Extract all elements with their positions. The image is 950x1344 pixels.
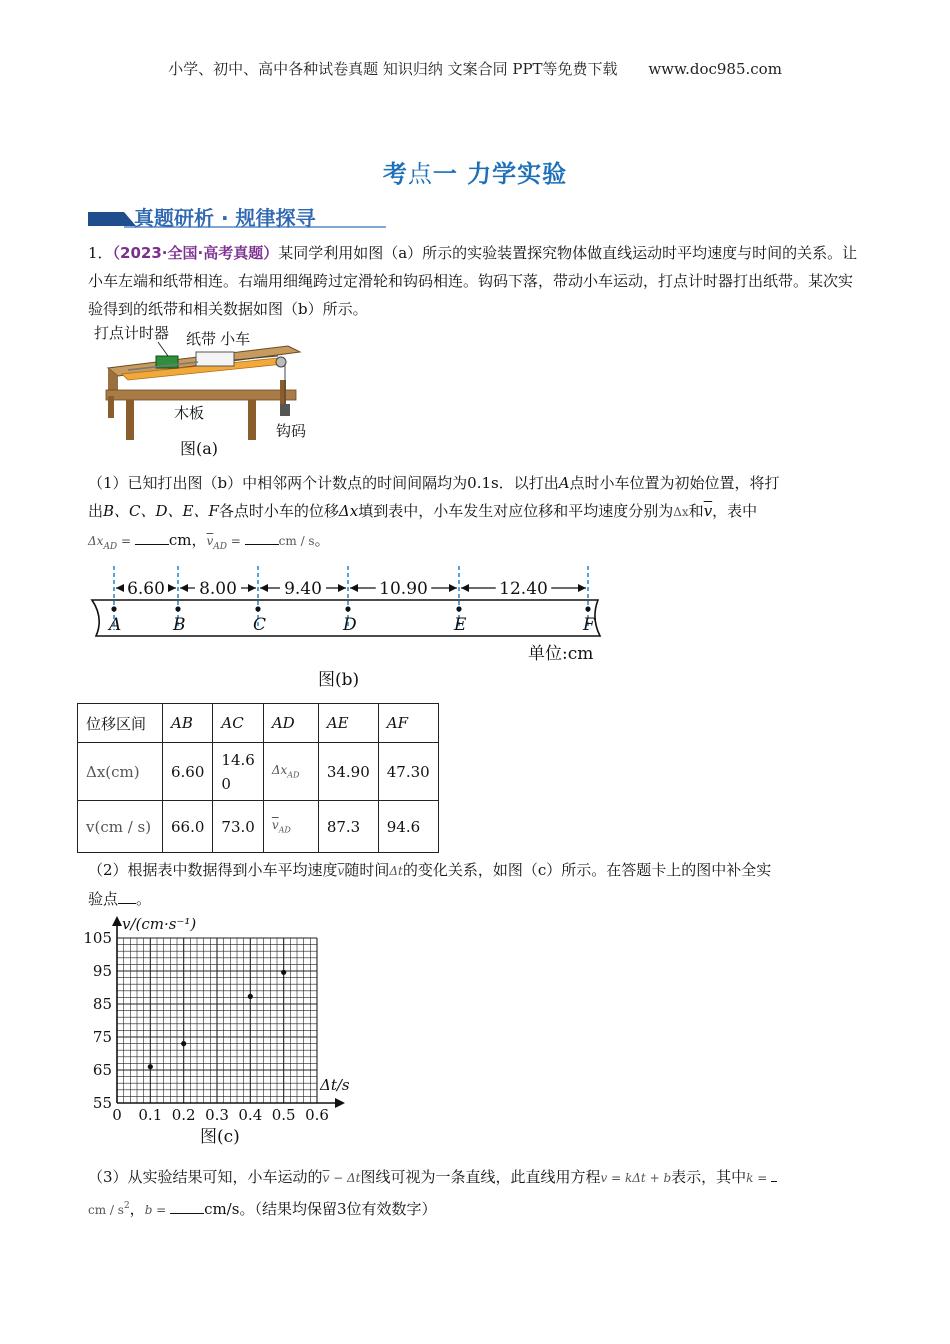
table-header-cell: AE	[318, 704, 378, 743]
tape-unit: 单位:cm	[528, 644, 594, 664]
segment-label: 10.90	[379, 579, 428, 599]
part1-eq2: =	[226, 534, 245, 548]
part2-line1	[88, 856, 858, 885]
part1-line1	[88, 469, 858, 497]
data-point	[181, 1041, 186, 1046]
answer-blank-points[interactable]	[118, 889, 136, 904]
part3-vbar: $\overline{v}$	[322, 1171, 330, 1185]
table-cell: 87.3	[318, 801, 378, 853]
x-axis-arrow	[335, 1098, 345, 1108]
tape-dot	[255, 606, 260, 611]
tape-dot	[456, 606, 461, 611]
arrow-head	[578, 584, 586, 592]
part1-points: B、C、D、E、F	[103, 502, 219, 520]
table-cell-symbol	[263, 743, 318, 801]
x-tick-label: 0.3	[205, 1106, 229, 1124]
part1-and: 和	[688, 502, 704, 520]
data-point	[148, 1064, 153, 1069]
x-tick-label: 0.6	[305, 1106, 329, 1124]
part1-text	[88, 469, 858, 561]
table-row	[78, 743, 439, 801]
label-tape-car: 纸带 小车	[186, 331, 251, 348]
tape-dot	[345, 606, 350, 611]
weight	[280, 404, 290, 416]
part3-unit: cm / s	[88, 1203, 124, 1217]
table-row	[78, 801, 439, 853]
y-tick-label: 95	[92, 962, 112, 980]
label-weight: 钩码	[276, 423, 307, 440]
part2-l2a: 验点	[88, 890, 119, 908]
tape-dot	[175, 606, 180, 611]
part3-k: k =	[746, 1171, 772, 1185]
question-number: 1．	[88, 244, 113, 262]
part3-line1	[88, 1163, 858, 1192]
answer-blank-k[interactable]	[771, 1167, 777, 1182]
tape-point-label: D	[343, 615, 357, 635]
part1-v-ad: $\overline{v}$	[206, 534, 214, 548]
part3-text	[88, 1163, 858, 1224]
part3-b: b =	[144, 1203, 171, 1217]
figure-b-tape	[86, 560, 616, 694]
x-tick-label: 0.4	[238, 1106, 263, 1124]
data-point	[248, 994, 253, 999]
header-text: 小学、初中、高中各种试卷真题 知识归纳 文案合同 PPT等免费下载	[168, 60, 618, 78]
tape-point-label: F	[583, 615, 595, 635]
part1-line3	[88, 526, 858, 561]
leader-line	[158, 342, 168, 356]
part1-unit-cms: cm / s	[278, 534, 315, 548]
part3-line2: cm / $s^2$，b = cm/s。（结果均保留3位有效数字）	[88, 1200, 437, 1218]
tape-point-label: C	[253, 615, 267, 635]
y-tick-label: 85	[92, 995, 112, 1013]
part2-l1a: （2）根据表中数据得到小车平均速度	[88, 861, 338, 879]
part3-l2c: cm/s。（结果均保留3位有效数字）	[204, 1200, 437, 1218]
table-header-row	[78, 704, 439, 743]
part1-dx-ad: Δx	[88, 534, 104, 548]
fig-a-caption: 图(a)	[180, 439, 219, 458]
car	[196, 352, 234, 366]
figure-c-graph	[82, 912, 372, 1152]
part2-l1c: 的变化关系，如图（c）所示。在答题卡上的图中补全实	[402, 861, 772, 879]
tape-point-label: B	[173, 615, 186, 635]
label-timer: 打点计时器	[94, 325, 170, 342]
table-cell: 73.0	[213, 801, 263, 853]
tape-point-label: A	[109, 615, 122, 635]
table-symbol-sub: AD	[287, 770, 300, 780]
question-source-tag: （2023·全国·高考真题）	[112, 244, 279, 262]
y-tick-label: 75	[92, 1028, 112, 1046]
part3-l2b: ，	[129, 1200, 145, 1218]
y-tick-label: 65	[92, 1061, 112, 1079]
section-banner	[88, 204, 388, 230]
table-symbol: $\overline{v}$	[271, 818, 279, 833]
part1-end: 。	[314, 531, 330, 549]
tape-dot	[585, 606, 590, 611]
x-tick-label: 0.5	[271, 1106, 296, 1124]
arrow-head	[338, 584, 346, 592]
part1-unit-cm: cm，	[168, 531, 207, 549]
part3-dash: −	[329, 1171, 348, 1185]
fig-c-caption: 图(c)	[200, 1127, 240, 1147]
part1-l2b: 各点时小车的位移	[218, 502, 339, 520]
x-axis-label: Δt/s	[320, 1076, 350, 1094]
y-tick-label: 55	[92, 1094, 112, 1112]
y-tick-label: 105	[83, 929, 112, 947]
part1-l1a: （1）已知打出图（b）中相邻两个计数点的时间间隔均为0.1s．以打出	[88, 474, 559, 492]
part2-line2	[88, 885, 858, 913]
data-point	[281, 970, 286, 975]
section-banner-block	[88, 212, 124, 226]
table-symbol-sub: AD	[278, 825, 291, 835]
table-leg	[248, 400, 256, 440]
table-cell: 47.30	[378, 743, 438, 801]
arrow-head	[180, 584, 188, 592]
part1-line2	[88, 497, 858, 526]
header-url[interactable]: www.doc985.com	[648, 60, 782, 78]
part1-dx: Δx	[338, 502, 359, 520]
arrow-head	[260, 584, 268, 592]
part1-point-a: A	[558, 474, 570, 492]
table-header-cell: AC	[213, 704, 263, 743]
answer-blank-v[interactable]	[245, 530, 279, 545]
question-intro	[88, 239, 858, 323]
part3-dt: Δt	[347, 1171, 361, 1185]
section-label: 真题研析 · 规律探寻	[134, 206, 316, 230]
part1-dx-ad-sub: AD	[103, 542, 118, 552]
x-tick-label: 0	[112, 1106, 122, 1124]
table-symbol: Δx	[271, 763, 288, 778]
part2-l2b: 。	[136, 890, 152, 908]
figure-a-apparatus	[88, 318, 328, 464]
tape-dot	[111, 606, 116, 611]
y-axis-arrow	[112, 916, 122, 926]
arrow-head	[449, 584, 457, 592]
table-header-cell: 位移区间	[78, 704, 163, 743]
table-apron	[106, 390, 296, 400]
table-cell: 6.60	[163, 743, 213, 801]
table-cell: 34.90	[318, 743, 378, 801]
part1-l1b: 点时小车位置为初始位置，将打	[569, 474, 780, 492]
table-header-cell: AD	[263, 704, 318, 743]
segment-label: 12.40	[499, 579, 548, 599]
table-header-cell: AF	[378, 704, 438, 743]
part2-dt: Δt	[389, 864, 403, 878]
part3-l1b: 图线可视为一条直线，此直线用方程	[360, 1168, 601, 1186]
table-header-cell: AB	[163, 704, 213, 743]
answer-blank-b[interactable]	[170, 1199, 204, 1214]
table-row-label: Δx(cm)	[78, 743, 163, 801]
title-prefix: 考	[382, 160, 408, 188]
arrow-head	[350, 584, 358, 592]
part3-l1a: （3）从实验结果可知，小车运动的	[88, 1168, 323, 1186]
segment-label: 8.00	[199, 579, 237, 599]
title-rest: 一 力学实验	[432, 160, 568, 188]
arrow-head	[461, 584, 469, 592]
page-header	[0, 58, 950, 79]
part3-l1c: 表示，其中	[671, 1168, 747, 1186]
part1-l2c: 填到表中，小车发生对应位移和平均速度分别为	[358, 502, 674, 520]
table-leg	[126, 400, 134, 440]
label-board: 木板	[174, 405, 205, 422]
y-axis-label: v/(cm·s⁻¹)	[122, 915, 197, 933]
data-table	[77, 703, 439, 853]
table-row-label: v(cm / s)	[78, 801, 163, 853]
table-cell: 94.6	[378, 801, 438, 853]
answer-blank-dx[interactable]	[135, 530, 169, 545]
arrow-head	[168, 584, 176, 592]
tape-point-label: E	[454, 615, 467, 635]
part1-l2d: ，表中	[712, 502, 758, 520]
part1-dx2: Δx	[673, 505, 689, 519]
table-cell: 66.0	[163, 801, 213, 853]
segment-label: 9.40	[284, 579, 322, 599]
question-intro-text: 某同学利用如图（a）所示的实验装置探究物体做直线运动时平均速度与时间的关系。让小车左端和纸带相连。右端用细绳跨过定滑轮和钩码相连。钩码下落，带动小车运动，打点计时器打出纸带。某次实验得到的纸带和相关数据如图（b）所示。	[88, 244, 858, 318]
table-cell: 14.60	[213, 743, 263, 801]
part1-vbar: $\overline{v}$	[703, 502, 713, 520]
arrow-head	[248, 584, 256, 592]
table-cell-symbol	[263, 801, 318, 853]
table-leg	[108, 396, 114, 418]
part2-text	[88, 856, 858, 913]
segment-label: 6.60	[127, 579, 165, 599]
arrow-head	[116, 584, 124, 592]
part1-v-ad-sub: AD	[213, 542, 227, 552]
title-light: 点	[407, 160, 433, 188]
page-title	[0, 154, 950, 189]
part2-l1b: 随时间	[344, 861, 390, 879]
part1-l2a: 出	[88, 502, 104, 520]
x-tick-label: 0.1	[138, 1106, 163, 1124]
part1-eq1: =	[117, 534, 135, 548]
part2-vbar: $\overline{v}$	[337, 864, 345, 878]
part3-equation: v = kΔt + b	[600, 1171, 672, 1185]
fig-b-caption: 图(b)	[318, 670, 360, 690]
x-tick-label: 0.2	[171, 1106, 196, 1124]
